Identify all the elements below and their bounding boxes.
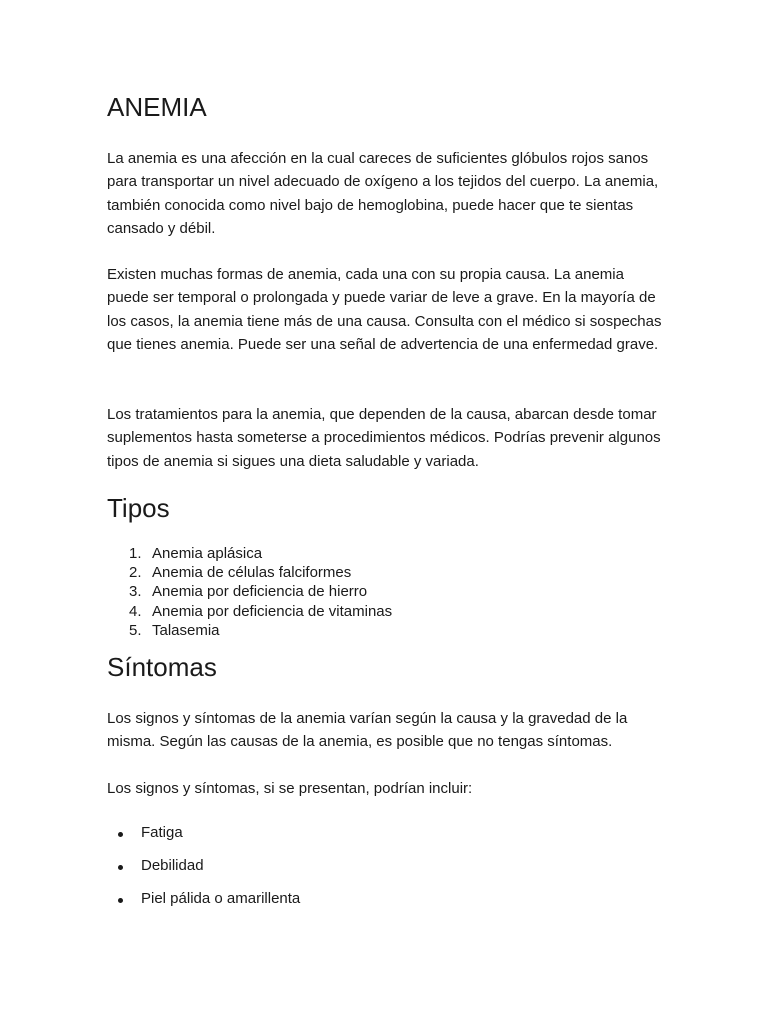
intro-paragraph-3: Los tratamientos para la anemia, que dependen de la causa, abarcan desde tomar suplementos hasta someterse a procedimientos médicos. Podrías prevenir algunos tipos de anemia si sigues una dieta saludable y variada.	[107, 406, 661, 470]
symptoms-paragraph-1: Los signos y síntomas de la anemia varían según la causa y la gravedad de la misma. Según las causas de la anemia, es posible que no tengas síntomas.	[107, 710, 628, 751]
symptoms-paragraph-2: Los signos y síntomas, si se presentan, podrían incluir:	[107, 780, 473, 797]
symptoms-list-item: Fatiga	[141, 823, 667, 843]
symptoms-list	[107, 823, 667, 922]
types-list-item: Anemia por deficiencia de hierro	[152, 583, 368, 601]
intro-paragraph-2: Existen muchas formas de anemia, cada una con su propia causa. La anemia puede ser temporal o prolongada y puede variar de leve a grave. En la mayoría de los casos, la anemia tiene más de una causa. Consulta con el médico si sospechas que tienes anemia. Puede ser una señal de advertencia de una enfermedad grave.	[107, 266, 662, 353]
types-list	[107, 544, 667, 640]
types-list-item: Anemia de células falciformes	[152, 564, 352, 582]
document-title: ANEMIA	[107, 92, 207, 122]
intro-paragraph-1: La anemia es una afección en la cual careces de suficientes glóbulos rojos sanos para transportar un nivel adecuado de oxígeno a los tejidos del cuerpo. La anemia, también conocida como nivel bajo de hemoglobina, puede hacer que te sientas cansado y débil.	[107, 150, 659, 237]
types-list-item: Anemia por deficiencia de vitaminas	[152, 602, 393, 620]
types-heading: Tipos	[107, 493, 170, 523]
symptoms-list-item: Piel pálida o amarillenta	[141, 889, 667, 909]
types-list-item: Anemia aplásica	[152, 545, 263, 562]
symptoms-heading: Síntomas	[107, 652, 217, 682]
types-list-item: Talasemia	[152, 621, 220, 639]
symptoms-list-item: Debilidad	[141, 856, 667, 876]
